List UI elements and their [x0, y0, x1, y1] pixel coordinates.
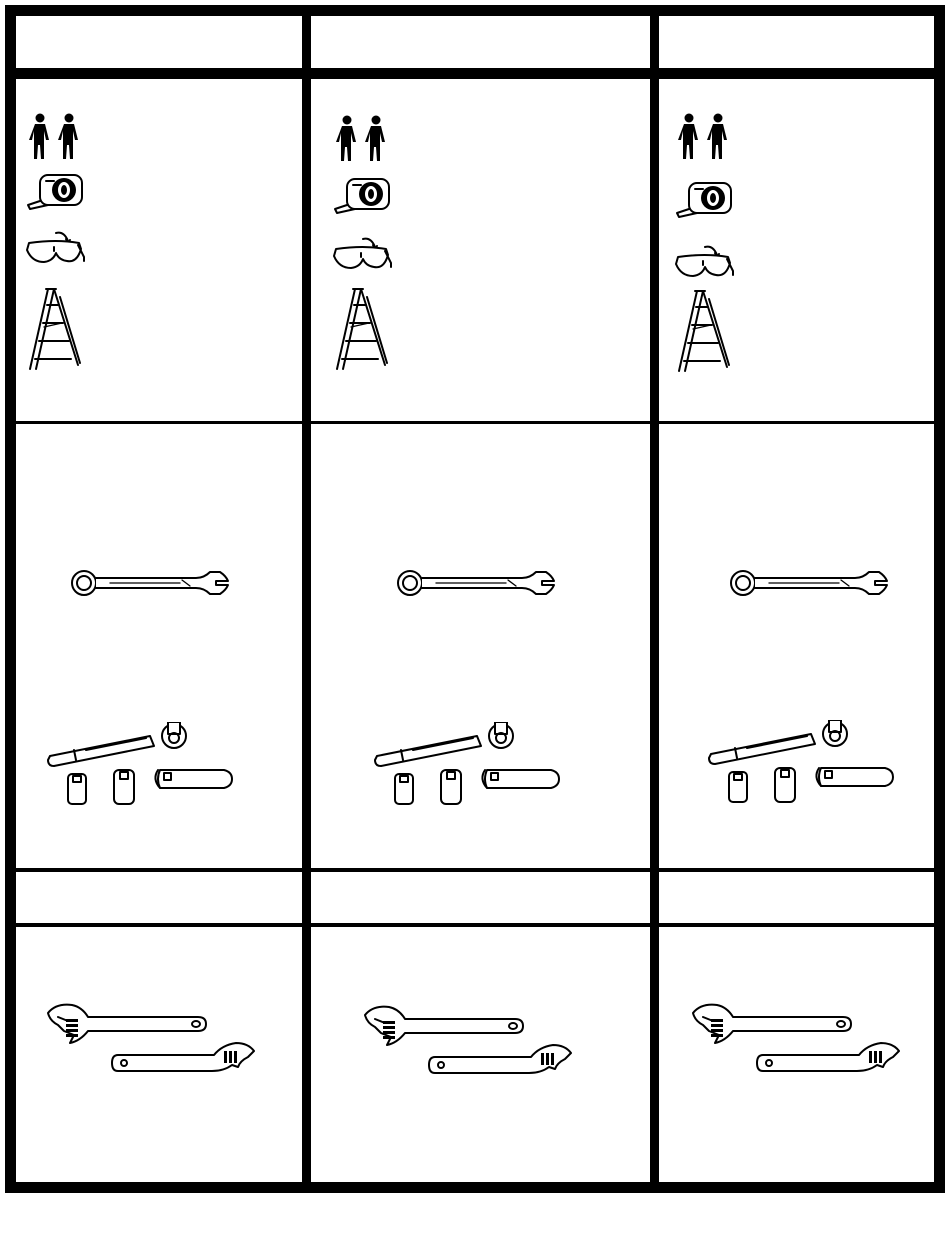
subheader-cell-2: [311, 872, 650, 923]
ratchet-socket-set-icon: [707, 720, 907, 820]
header-cell-3: [659, 16, 934, 68]
step-ladder-icon: [26, 287, 86, 371]
header-cell-1: [16, 16, 302, 68]
tape-measure-icon: [333, 175, 393, 215]
equipment-cell-3: [659, 79, 934, 421]
header-cell-2: [311, 16, 650, 68]
combination-wrench-icon: [70, 568, 230, 598]
combination-wrench-icon: [729, 568, 889, 598]
tape-measure-icon: [675, 179, 735, 219]
subheader-cell-1: [16, 872, 302, 923]
two-people-icon: [333, 115, 393, 161]
equipment-cell-2: [311, 79, 650, 421]
step-ladder-icon: [675, 289, 735, 373]
two-people-icon: [675, 113, 735, 159]
safety-glasses-icon: [333, 235, 393, 275]
step-ladder-icon: [333, 287, 393, 371]
adjustable-wrenches-icon: [691, 1003, 901, 1083]
subheader-cell-3: [659, 872, 934, 923]
tools-cell-2: [311, 424, 650, 868]
two-people-icon: [26, 113, 86, 159]
adjustable-cell-3: [659, 927, 934, 1182]
equipment-cell-1: [16, 79, 302, 421]
adjustable-wrenches-icon: [46, 1003, 256, 1083]
tools-cell-3: [659, 424, 934, 868]
adjustable-cell-2: [311, 927, 650, 1182]
tools-cell-1: [16, 424, 302, 868]
safety-glasses-icon: [675, 243, 735, 283]
combination-wrench-icon: [396, 568, 556, 598]
adjustable-cell-1: [16, 927, 302, 1182]
tape-measure-icon: [26, 171, 86, 211]
ratchet-socket-set-icon: [46, 722, 246, 822]
adjustable-wrenches-icon: [363, 1005, 573, 1085]
safety-glasses-icon: [26, 229, 86, 269]
ratchet-socket-set-icon: [373, 722, 573, 822]
